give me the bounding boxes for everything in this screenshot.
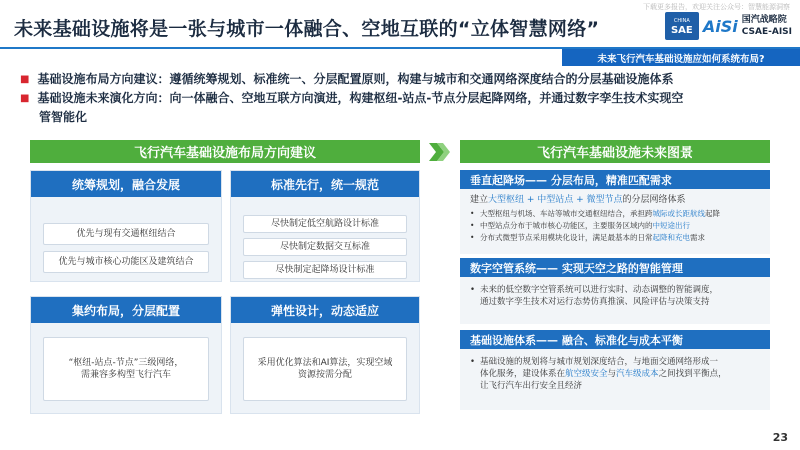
bullet-continuation: 管智能化 [39, 110, 88, 124]
panel-point: 通过数字孪生技术对运行态势仿真推演、风险评估与决策支持 [480, 297, 710, 307]
panel-point: • 未来的低空数字空管系统可以进行实时、动态调整的智能调度， [470, 285, 719, 295]
sae-logo: CHINA SAE [665, 12, 699, 40]
panel-title: 基础设施体系—— 融合、标准化与成本平衡 [460, 330, 770, 349]
card-title: 集约布局，分层配置 [31, 297, 221, 323]
panel-title: 数字空管系统—— 实现天空之路的智能管理 [460, 258, 770, 277]
card-item: 尽快制定起降场设计标准 [243, 261, 407, 279]
bullet-dot-icon: ■ [20, 74, 30, 85]
panel-title: 垂直起降场—— 分层布局，精准匹配需求 [460, 170, 770, 189]
watermark-text: 下载更多报告，欢迎关注公众号：智慧能源洞察 [643, 3, 790, 11]
page-number: 23 [772, 431, 788, 444]
panel-point: • 大型枢纽与机场、车站等城市交通枢纽结合，承担跨城际或长距航线起降 [470, 209, 720, 218]
panel-infrastructure [460, 330, 770, 410]
panel-vertiport [460, 170, 770, 254]
card-title: 标准先行，统一规范 [231, 171, 419, 197]
left-section-header: 飞行汽车基础设施布局方向建议 [30, 140, 420, 163]
card-item: 优先与城市核心功能区及建筑结合 [43, 251, 209, 273]
logo-group [665, 12, 792, 40]
card-flexible-design [230, 296, 420, 414]
summary-bullets [20, 70, 780, 127]
panel-point: • 中型站点分布于城市核心功能区，主要服务区域内的中短途出行 [470, 221, 690, 230]
panel-atm [460, 258, 770, 324]
question-bar: 未来飞行汽车基础设施应如何系统布局? [562, 49, 800, 66]
bullet-dot-icon: ■ [20, 93, 30, 104]
card-overall-planning [30, 170, 222, 282]
bullet-item: ■ 基础设施未来演化方向：向一体融合、空地互联方向演进，构建枢纽-站点-节点分层起降网络，并通过数字孪生技术实现空 [20, 89, 780, 108]
panel-point: 让飞行汽车出行安全且经济 [480, 381, 583, 391]
card-item: 优先与现有交通枢纽结合 [43, 223, 209, 245]
panel-point: 体化服务，建设体系在航空级安全与汽车级成本之间找到平衡点， [480, 369, 727, 379]
card-item: 采用优化算法和AI算法，实现空域 资源按需分配 [243, 337, 407, 401]
right-section-header: 飞行汽车基础设施未来图景 [460, 140, 770, 163]
card-item: “枢纽-站点-节点”三级网络， 需兼容多构型飞行汽车 [43, 337, 209, 401]
panel-body [470, 356, 765, 392]
org-logo-text: 国汽战略院 CSAE-AISI [741, 15, 792, 37]
chevron-right-icon [426, 140, 454, 163]
bullet-item: ■ 基础设施布局方向建议：遵循统筹规划、标准统一、分层配置原则，构建与城市和交通网络深度结合的分层基础设施体系 [20, 70, 780, 89]
panel-body [470, 284, 765, 308]
card-title: 统筹规划，融合发展 [31, 171, 221, 197]
aisi-logo: AiSi [702, 16, 738, 36]
panel-body [470, 194, 765, 244]
card-standards [230, 170, 420, 282]
card-layered-layout [30, 296, 222, 414]
card-item: 尽快制定数据交互标准 [243, 238, 407, 256]
panel-point: • 基础设施的规划将与城市规划深度结合，与地面交通网络形成一 [470, 357, 719, 367]
panel-intro: 建立大型枢纽 + 中型站点 + 微型节点的分层网络体系 [470, 195, 686, 205]
panel-point: • 分布式微型节点采用模块化设计，满足最基本的日常起降和充电需求 [470, 233, 705, 242]
card-title: 弹性设计，动态适应 [231, 297, 419, 323]
slide-title: 未来基础设施将是一张与城市一体融合、空地互联的“立体智慧网络” [14, 18, 600, 40]
card-item: 尽快制定低空航路设计标准 [243, 215, 407, 233]
